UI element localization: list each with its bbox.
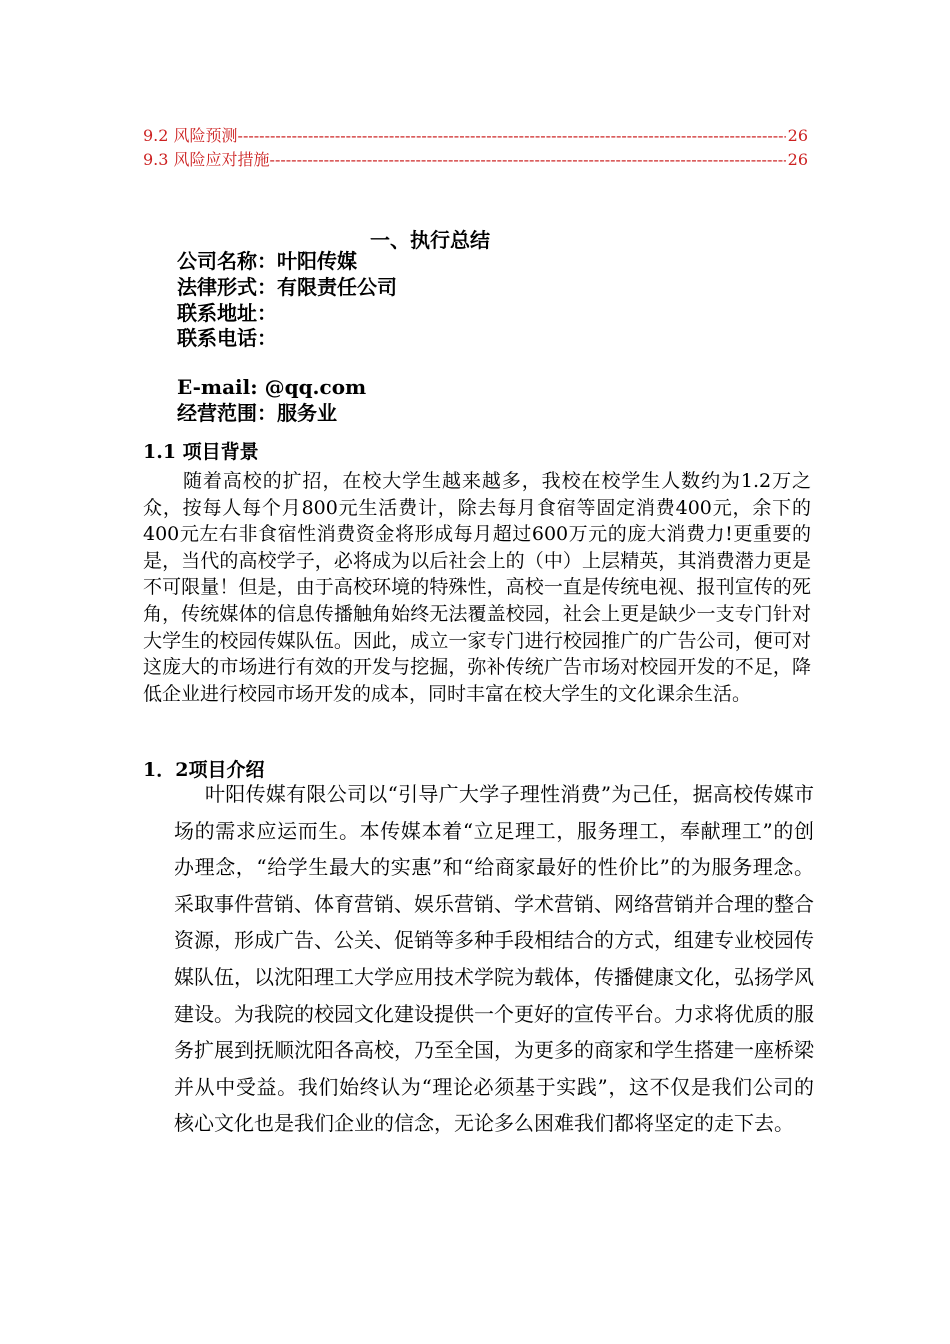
section-title-1-1: 1.1 项目背景: [143, 441, 259, 463]
paragraph-project-introduction: 叶阳传媒有限公司以“引导广大学子理性消费”为己任，据高校传媒市场的需求应运而生。本传媒本着“立足理工，服务理工，奉献理工”的创办理念，“给学生最大的实惠”和“给商家最好的性价比”的为服务理念。采取事件营销、体育营销、娱乐营销、学术营销、网络营销并合理的整合资源，形成广告、公关、促销等多种手段相结合的方式，组建专业校园传媒队伍，以沈阳理工大学应用技术学院为载体，传播健康文化，弘扬学风建设。为我院的校园文化建设提供一个更好的宣传平台。力求将优质的服务扩展到抚顺沈阳各高校，乃至全国，为更多的商家和学生搭建一座桥梁并从中受益。我们始终认为“理论必须基于实践”，这不仅是我们公司的核心文化也是我们企业的信念，无论多么困难我们都将坚定的走下去。: [174, 782, 814, 1136]
toc-entry[interactable]: [143, 148, 808, 172]
toc-entry-label: 9.2 风险预测: [143, 126, 238, 145]
toc-leader: [270, 148, 786, 172]
toc-entry[interactable]: [143, 124, 808, 148]
section-heading-executive-summary: 一、执行总结: [370, 228, 490, 252]
contact-address: 联系地址：: [177, 301, 277, 325]
table-of-contents: [143, 124, 808, 172]
legal-form: 法律形式：有限责任公司: [177, 275, 397, 299]
business-scope: 经营范围：服务业: [177, 401, 337, 425]
toc-entry-label: 9.3 风险应对措施: [143, 150, 270, 169]
toc-entry-page: 26: [787, 150, 808, 169]
section-title-1-2: 1．2项目介绍: [143, 759, 265, 781]
toc-entry-page: 26: [787, 126, 808, 145]
company-name: 公司名称：叶阳传媒: [177, 249, 357, 273]
contact-phone: 联系电话：: [177, 326, 277, 350]
paragraph-project-background: 随着高校的扩招，在校大学生越来越多，我校在校学生人数约为1.2万之众，按每人每个月800元生活费计，除去每月食宿等固定消费400元，余下的400元左右非食宿性消费资金将形成每月超过600万元的庞大消费力!更重要的是，当代的高校学子，必将成为以后社会上的（中）上层精英，其消费潜力更是不可限量！但是，由于高校环境的特殊性，高校一直是传统电视、报刊宣传的死角，传统媒体的信息传播触角始终无法覆盖校园，社会上更是缺少一支专门针对大学生的校园传媒队伍。因此，成立一家专门进行校园推广的广告公司，便可对这庞大的市场进行有效的开发与挖掘，弥补传统广告市场对校园开发的不足，降低企业进行校园市场开发的成本，同时丰富在校大学生的文化课余生活。: [143, 470, 811, 705]
contact-email: E-mail: @qq.com: [177, 375, 367, 399]
toc-leader: [238, 124, 786, 148]
